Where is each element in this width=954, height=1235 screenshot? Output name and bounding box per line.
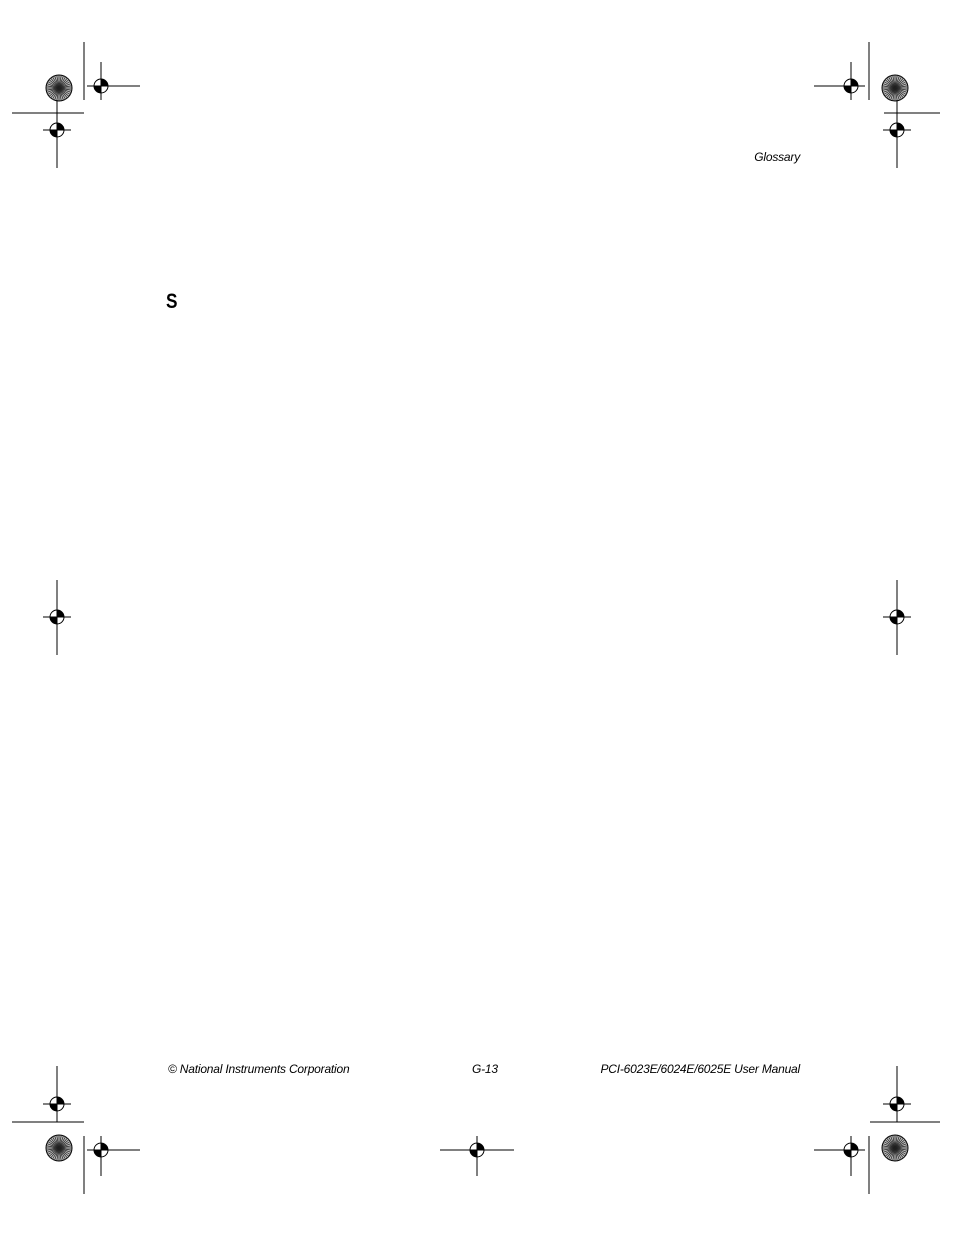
glossary-section-letter: S	[166, 290, 178, 313]
footer-manual-title: PCI-6023E/6024E/6025E User Manual	[600, 1062, 800, 1076]
running-header: Glossary	[754, 150, 800, 164]
starburst-mark	[882, 1135, 908, 1161]
starburst-mark	[882, 75, 908, 101]
footer-page-number: G-13	[472, 1062, 498, 1076]
starburst-mark	[46, 75, 72, 101]
footer-copyright: © National Instruments Corporation	[168, 1062, 350, 1076]
starburst-mark	[46, 1135, 72, 1161]
